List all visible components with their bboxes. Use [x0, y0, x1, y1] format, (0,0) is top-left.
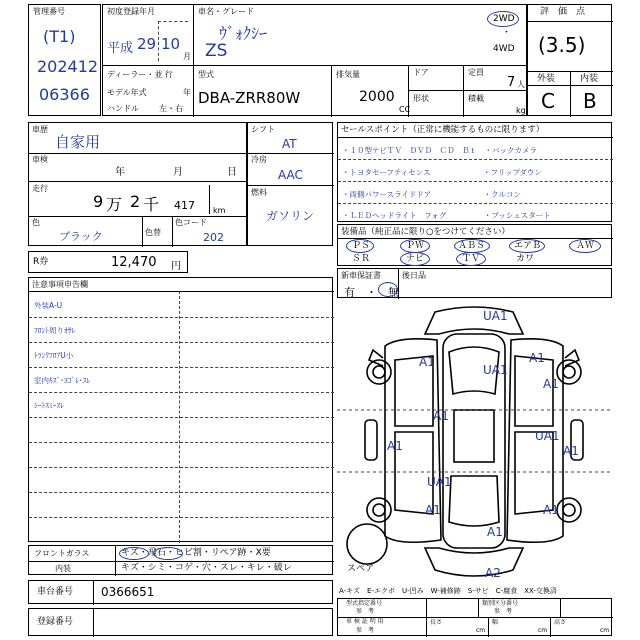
mgmt-date: 202412: [37, 57, 99, 76]
mileage-sen-value: 2: [130, 192, 141, 211]
equipment-header: 装備品（純正品に限り○をつけてください）: [341, 227, 510, 237]
drive-4wd: 4WD: [493, 44, 515, 54]
equip-pw-circle: [400, 239, 430, 253]
warranty-none-circle: [378, 282, 398, 297]
mileage-man-value: 9: [93, 192, 104, 211]
chassis-label: 車台番号: [37, 587, 74, 597]
notes-header: 注意事項申告欄: [32, 280, 88, 289]
damage-mark: UA1: [427, 475, 452, 489]
equip-tv: ＴＶ: [462, 254, 481, 264]
damage-mark: A1: [433, 409, 449, 423]
width-unit: cm: [538, 627, 548, 634]
height-label: 高さ: [554, 619, 567, 626]
inspection-month-unit: 月: [173, 167, 183, 178]
car-name: ｳﾞｫｸｼｰ: [219, 24, 268, 43]
usage-label: 車歴: [32, 125, 48, 134]
warranty-box: [337, 268, 612, 298]
shift-value: AT: [282, 137, 297, 151]
rating-box: [527, 4, 612, 116]
sales-header: セールスポイント（正常に機能するものに限ります）: [341, 125, 545, 135]
recycle-unit: 円: [171, 261, 181, 272]
reference-box: [337, 598, 612, 636]
damage-mark: A1: [529, 351, 545, 365]
width-label: 幅: [492, 619, 499, 626]
equip-airbag: エアＢ: [514, 241, 542, 251]
doors-label: ドア: [413, 68, 429, 77]
equip-aw: ＡＷ: [576, 241, 595, 251]
car-diagram: [337, 300, 612, 584]
int-value: B: [583, 89, 597, 113]
damage-mark: A1: [387, 439, 403, 453]
note-line: ｼｰﾄｽﾐｰｽﾚ: [34, 401, 64, 410]
reg-label: 初度登録年月: [107, 7, 155, 16]
note-line: ﾌﾛﾝﾄ周りｵｻﾚ: [34, 326, 76, 335]
recycle-label: R券: [33, 257, 49, 267]
mgmt-label: 管理番号: [33, 7, 65, 16]
note-line: 外装A-U: [34, 301, 63, 310]
shift-label: シフト: [251, 125, 275, 134]
glass-chip-circle: [153, 547, 183, 560]
recycle-box: [28, 251, 188, 273]
color-change-label: 色替: [145, 228, 161, 237]
load-label: 積載: [468, 94, 484, 103]
cert-ref-label: 参 考: [356, 627, 375, 634]
equip-airbag-circle: [509, 239, 545, 253]
drive-2wd: 2WD: [493, 14, 515, 24]
type-ref-label: 参 考: [356, 608, 375, 615]
height-unit: cm: [600, 627, 610, 634]
equip-abs: ＡＢＳ: [458, 241, 486, 251]
damage-mark: UA1: [483, 363, 508, 377]
load-unit: kg: [516, 106, 526, 115]
damage-mark: A1: [543, 503, 559, 517]
rating-label: 評 価 点: [540, 7, 586, 17]
reg-year: 29: [137, 35, 157, 53]
int-label: 内装: [580, 74, 599, 84]
interior-label: 内装: [55, 564, 71, 573]
inspection-label: 車検: [32, 155, 48, 164]
color-value: ブラック: [59, 230, 103, 243]
mgmt-code: (T1): [43, 27, 76, 46]
sales-row: ・トヨタセーフティセンス ・フリップダウン: [342, 168, 542, 177]
glass-interior-box: [28, 545, 333, 575]
damage-mark: A1: [425, 503, 441, 517]
rating-value: (3.5): [538, 33, 586, 57]
ext-label: 外装: [537, 74, 556, 84]
ac-label: 冷房: [251, 155, 267, 164]
car-grade: ZS: [205, 41, 228, 61]
glass-scratch-circle: [119, 547, 149, 560]
mileage-label: 走行: [32, 184, 48, 193]
front-glass-value: キズ・飛石・ヒビ割・リペア跡・X要: [121, 548, 271, 558]
damage-mark: UA1: [535, 429, 560, 443]
inspection-day-unit: 日: [227, 167, 237, 178]
ac-value: AAC: [278, 168, 303, 182]
inspection-year-unit: 年: [115, 167, 125, 178]
sales-row: ・１０型ナビＴＶ ＤＶＤ ＣＤ Ｂｔ ・バックカメラ: [342, 146, 537, 155]
chassis-box: [28, 580, 333, 604]
warranty-value: 有 ・ 無: [344, 286, 399, 299]
cert-label: 車 検 証 明 用: [346, 618, 384, 625]
management-box: [28, 4, 101, 116]
handle-value: 左・右: [159, 104, 183, 113]
model-year-unit: 年: [183, 88, 191, 97]
reg-era: 平成: [107, 41, 134, 56]
car-info-box: [102, 4, 527, 116]
equip-leather: カワ: [516, 254, 535, 264]
dealer-label: ディーラー・並 行: [107, 70, 173, 79]
chassis-value: 0366651: [101, 585, 155, 599]
history-box: [28, 122, 247, 246]
length-label: 長さ: [430, 619, 443, 626]
note-line: 室内ｷｽﾞ･ﾖｺﾞﾚ･ｽﾚ: [34, 376, 91, 385]
capacity-value: 7: [507, 75, 516, 90]
damage-mark: A1: [487, 525, 503, 539]
displacement-value: 2000: [359, 89, 395, 105]
class-designation-label: 類別区分番号: [482, 600, 519, 607]
drive-2wd-circle: [487, 11, 519, 27]
equip-pw: ＰＷ: [406, 241, 425, 251]
user-items-label: 後日品: [402, 271, 426, 280]
equip-tv-circle: [456, 252, 486, 266]
damage-mark: A1: [563, 444, 579, 458]
displacement-unit: CC: [399, 105, 411, 114]
fuel-value: ガソリン: [266, 209, 315, 223]
registration-label: 登録番号: [37, 617, 74, 627]
sales-points-box: [337, 122, 612, 222]
capacity-unit: 人: [517, 80, 525, 89]
mgmt-number: 06366: [39, 85, 90, 104]
reg-month: 10: [161, 35, 181, 53]
length-unit: cm: [476, 627, 486, 634]
mileage-unit: km: [213, 206, 226, 215]
model-year-label: モデル年式: [107, 88, 147, 97]
equip-abs-circle: [454, 239, 490, 253]
ext-value: C: [541, 89, 555, 113]
spare-label: スペア: [347, 564, 375, 574]
note-line: ﾄﾗﾝｸﾌﾛｱU小: [34, 351, 74, 360]
mileage-sen: 千: [143, 195, 160, 214]
capacity-label: 定員: [468, 68, 484, 77]
color-code-value: 202: [203, 231, 224, 244]
notes-box: [28, 277, 333, 542]
front-glass-label: フロントガラス: [34, 549, 90, 558]
equip-navi-circle: [400, 252, 430, 266]
fuel-label: 燃料: [251, 188, 267, 197]
car-label: 車名・グレード: [198, 7, 254, 16]
color-label: 色: [32, 218, 40, 227]
damage-mark: UA1: [483, 309, 508, 323]
mileage-rest: 417: [174, 199, 195, 212]
mileage-man: 万: [106, 195, 123, 214]
equip-ps: ＰＳ: [352, 241, 371, 251]
equipment-box: [337, 224, 612, 266]
damage-mark: A1: [419, 355, 435, 369]
type-value: DBA-ZRR80W: [198, 89, 301, 107]
color-code-label: 色コード: [175, 218, 207, 227]
type-designation-label: 型式指定番号: [346, 600, 383, 607]
interior-value: キズ・シミ・コゲ・穴・スレ・キレ・破レ: [121, 563, 292, 573]
type-label: 型式: [198, 70, 214, 79]
drive-box: [247, 122, 333, 246]
displacement-label: 排気量: [336, 70, 360, 79]
equip-sr: ＳＲ: [352, 254, 371, 264]
equip-navi: ナビ: [406, 254, 425, 264]
equip-ps-circle: [346, 239, 374, 253]
shape-label: 形状: [413, 94, 429, 103]
sales-row: ・両側パワースライドドア ・クルコン: [342, 190, 521, 199]
warranty-label: 新車保証書: [341, 271, 381, 280]
reg-month-unit: 月: [183, 52, 191, 61]
damage-mark: A2: [485, 566, 501, 580]
usage-value: 自家用: [55, 133, 101, 151]
equip-aw-circle: [569, 239, 601, 253]
class-ref-label: 参 考: [494, 608, 513, 615]
recycle-value: 12,470: [111, 255, 157, 270]
drive-dot: ・: [502, 28, 512, 38]
registration-box: [28, 608, 333, 636]
damage-mark: A1: [543, 377, 559, 391]
sales-row: ・ＬＥＤヘッドライト フォグ ・プッシュスタート: [342, 211, 551, 220]
damage-legend: A-キズ E-エクボ U-凹み W-補修跡 S-サビ C-腐食 XX-交換済: [339, 587, 557, 595]
handle-label: ハンドル: [107, 104, 139, 113]
